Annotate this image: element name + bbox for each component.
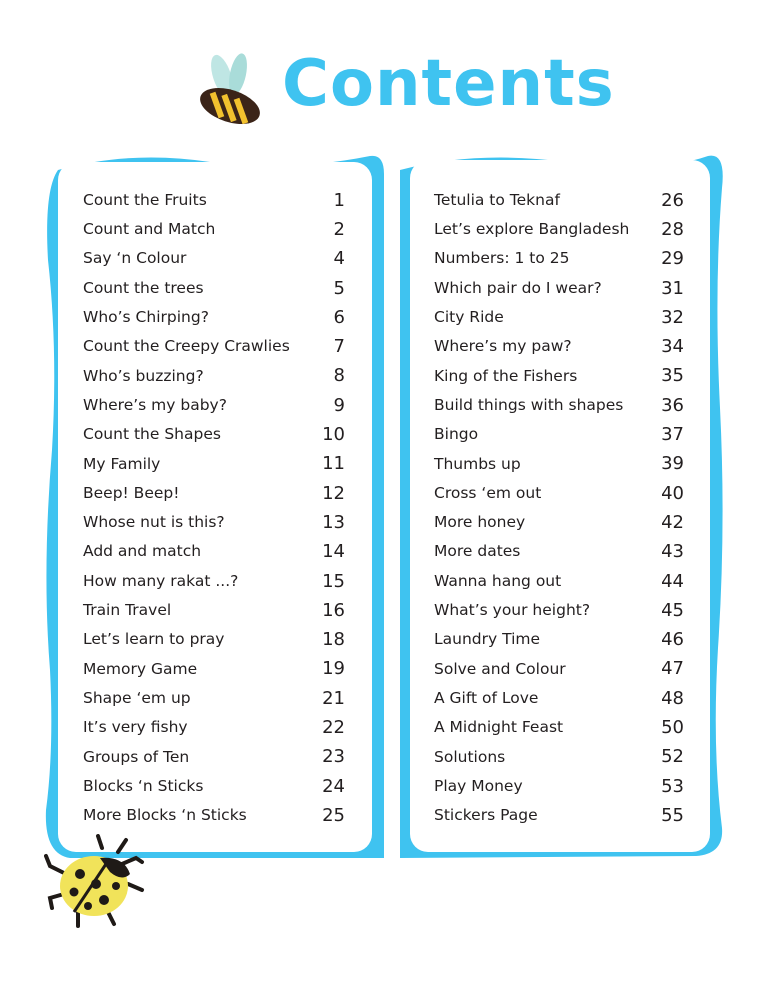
entry-title: How many rakat ...? [83,571,239,590]
entry-page-number: 31 [661,277,684,299]
contents-entry [83,332,345,361]
entry-page-number: 11 [322,453,345,475]
contents-entry [434,538,684,567]
entry-title: A Gift of Love [434,688,539,707]
contents-entry [434,801,684,830]
entry-page-number: 50 [661,716,684,738]
entry-title: Memory Game [83,659,198,678]
contents-entry [83,801,345,830]
entry-title: Count the Creepy Crawlies [83,337,290,356]
entry-page-number: 44 [661,570,684,592]
entry-title: Cross ‘em out [434,483,542,502]
entry-title: Train Travel [83,601,172,620]
contents-entry [434,362,684,391]
entry-title: Solutions [434,747,506,766]
entry-title: Numbers: 1 to 25 [434,249,570,268]
contents-entry [434,479,684,508]
entry-title: Stickers Page [434,806,538,825]
entry-title: More dates [434,542,521,561]
entry-title: What’s your height? [434,601,591,620]
entry-page-number: 25 [322,804,345,826]
entry-title: Count the Shapes [83,425,221,444]
contents-entry [434,772,684,801]
entry-page-number: 8 [333,365,345,387]
entry-title: Wanna hang out [434,571,562,590]
contents-entry [83,713,345,742]
contents-entry [434,450,684,479]
entry-page-number: 40 [661,482,684,504]
contents-entry [434,743,684,772]
contents-entry [434,332,684,361]
entry-page-number: 24 [322,775,345,797]
entry-page-number: 14 [322,541,345,563]
entry-page-number: 53 [661,775,684,797]
contents-entry [83,391,345,420]
page-title: Contents [282,47,615,121]
entry-page-number: 37 [661,424,684,446]
contents-entry [83,743,345,772]
contents-entry [434,274,684,303]
entry-page-number: 26 [661,189,684,211]
bee-icon [192,48,272,132]
contents-entry [83,450,345,479]
entry-page-number: 43 [661,541,684,563]
entry-title: Let’s learn to pray [83,630,225,649]
entry-title: Whose nut is this? [83,513,225,532]
entry-page-number: 22 [322,716,345,738]
contents-entry [83,186,345,215]
entry-title: More honey [434,513,526,532]
entry-page-number: 21 [322,687,345,709]
entry-title: Add and match [83,542,202,561]
contents-entry [434,186,684,215]
contents-entry [434,684,684,713]
contents-entry [434,303,684,332]
entry-page-number: 6 [333,306,345,328]
contents-entry [83,538,345,567]
entry-page-number: 48 [661,687,684,709]
entry-title: Thumbs up [434,454,521,473]
entry-page-number: 16 [322,599,345,621]
contents-entry [434,713,684,742]
entry-page-number: 12 [322,482,345,504]
entry-page-number: 19 [322,658,345,680]
entry-page-number: 42 [661,511,684,533]
entry-title: Blocks ‘n Sticks [83,776,204,795]
entry-title: Which pair do I wear? [434,278,602,297]
ladybug-icon [44,834,148,930]
contents-entry [434,508,684,537]
contents-entry [434,245,684,274]
contents-entry [83,362,345,391]
entry-title: Count the Fruits [83,190,207,209]
contents-list-right [434,186,684,831]
contents-entry [434,625,684,654]
entry-page-number: 47 [661,658,684,680]
contents-list-left [83,186,345,831]
contents-entry [83,655,345,684]
entry-page-number: 13 [322,511,345,533]
entry-page-number: 29 [661,248,684,270]
contents-entry [434,596,684,625]
contents-entry [83,508,345,537]
contents-entry [83,274,345,303]
entry-page-number: 55 [661,804,684,826]
entry-title: Shape ‘em up [83,688,191,707]
entry-title: Laundry Time [434,630,541,649]
contents-entry [434,391,684,420]
entry-title: Let’s explore Bangladesh [434,220,630,239]
entry-page-number: 4 [333,248,345,270]
entry-title: Where’s my baby? [83,395,227,414]
contents-entry [83,596,345,625]
entry-page-number: 35 [661,365,684,387]
contents-entry [434,655,684,684]
entry-page-number: 34 [661,336,684,358]
entry-page-number: 36 [661,394,684,416]
entry-page-number: 28 [661,218,684,240]
entry-page-number: 18 [322,629,345,651]
contents-entry [83,684,345,713]
contents-entry [434,215,684,244]
entry-page-number: 52 [661,746,684,768]
contents-entry [83,215,345,244]
contents-entry [83,772,345,801]
entry-page-number: 7 [333,336,345,358]
contents-entry [83,245,345,274]
contents-entry [83,479,345,508]
entry-title: Where’s my paw? [434,337,572,356]
entry-title: Count the trees [83,278,204,297]
entry-title: Groups of Ten [83,747,190,766]
entry-page-number: 46 [661,629,684,651]
entry-title: City Ride [434,308,504,327]
entry-title: It’s very fishy [83,718,188,737]
entry-page-number: 45 [661,599,684,621]
contents-entry [83,625,345,654]
entry-page-number: 9 [333,394,345,416]
entry-title: Tetulia to Teknaf [434,190,560,209]
entry-page-number: 1 [333,189,345,211]
entry-page-number: 10 [322,424,345,446]
entry-title: A Midnight Feast [434,718,564,737]
entry-page-number: 5 [333,277,345,299]
entry-title: Bingo [434,425,479,444]
entry-title: Who’s buzzing? [83,366,204,385]
entry-page-number: 23 [322,746,345,768]
entry-title: Build things with shapes [434,395,624,414]
entry-title: Play Money [434,776,523,795]
contents-entry [83,303,345,332]
contents-entry [83,567,345,596]
entry-page-number: 15 [322,570,345,592]
entry-title: Count and Match [83,220,216,239]
contents-entry [434,567,684,596]
contents-entry [83,420,345,449]
entry-title: Who’s Chirping? [83,308,209,327]
entry-page-number: 2 [333,218,345,240]
contents-entry [434,420,684,449]
entry-page-number: 39 [661,453,684,475]
entry-title: King of the Fishers [434,366,578,385]
entry-page-number: 32 [661,306,684,328]
entry-title: Beep! Beep! [83,483,180,502]
entry-title: Say ‘n Colour [83,249,187,268]
entry-title: More Blocks ‘n Sticks [83,806,247,825]
entry-title: Solve and Colour [434,659,566,678]
entry-title: My Family [83,454,161,473]
